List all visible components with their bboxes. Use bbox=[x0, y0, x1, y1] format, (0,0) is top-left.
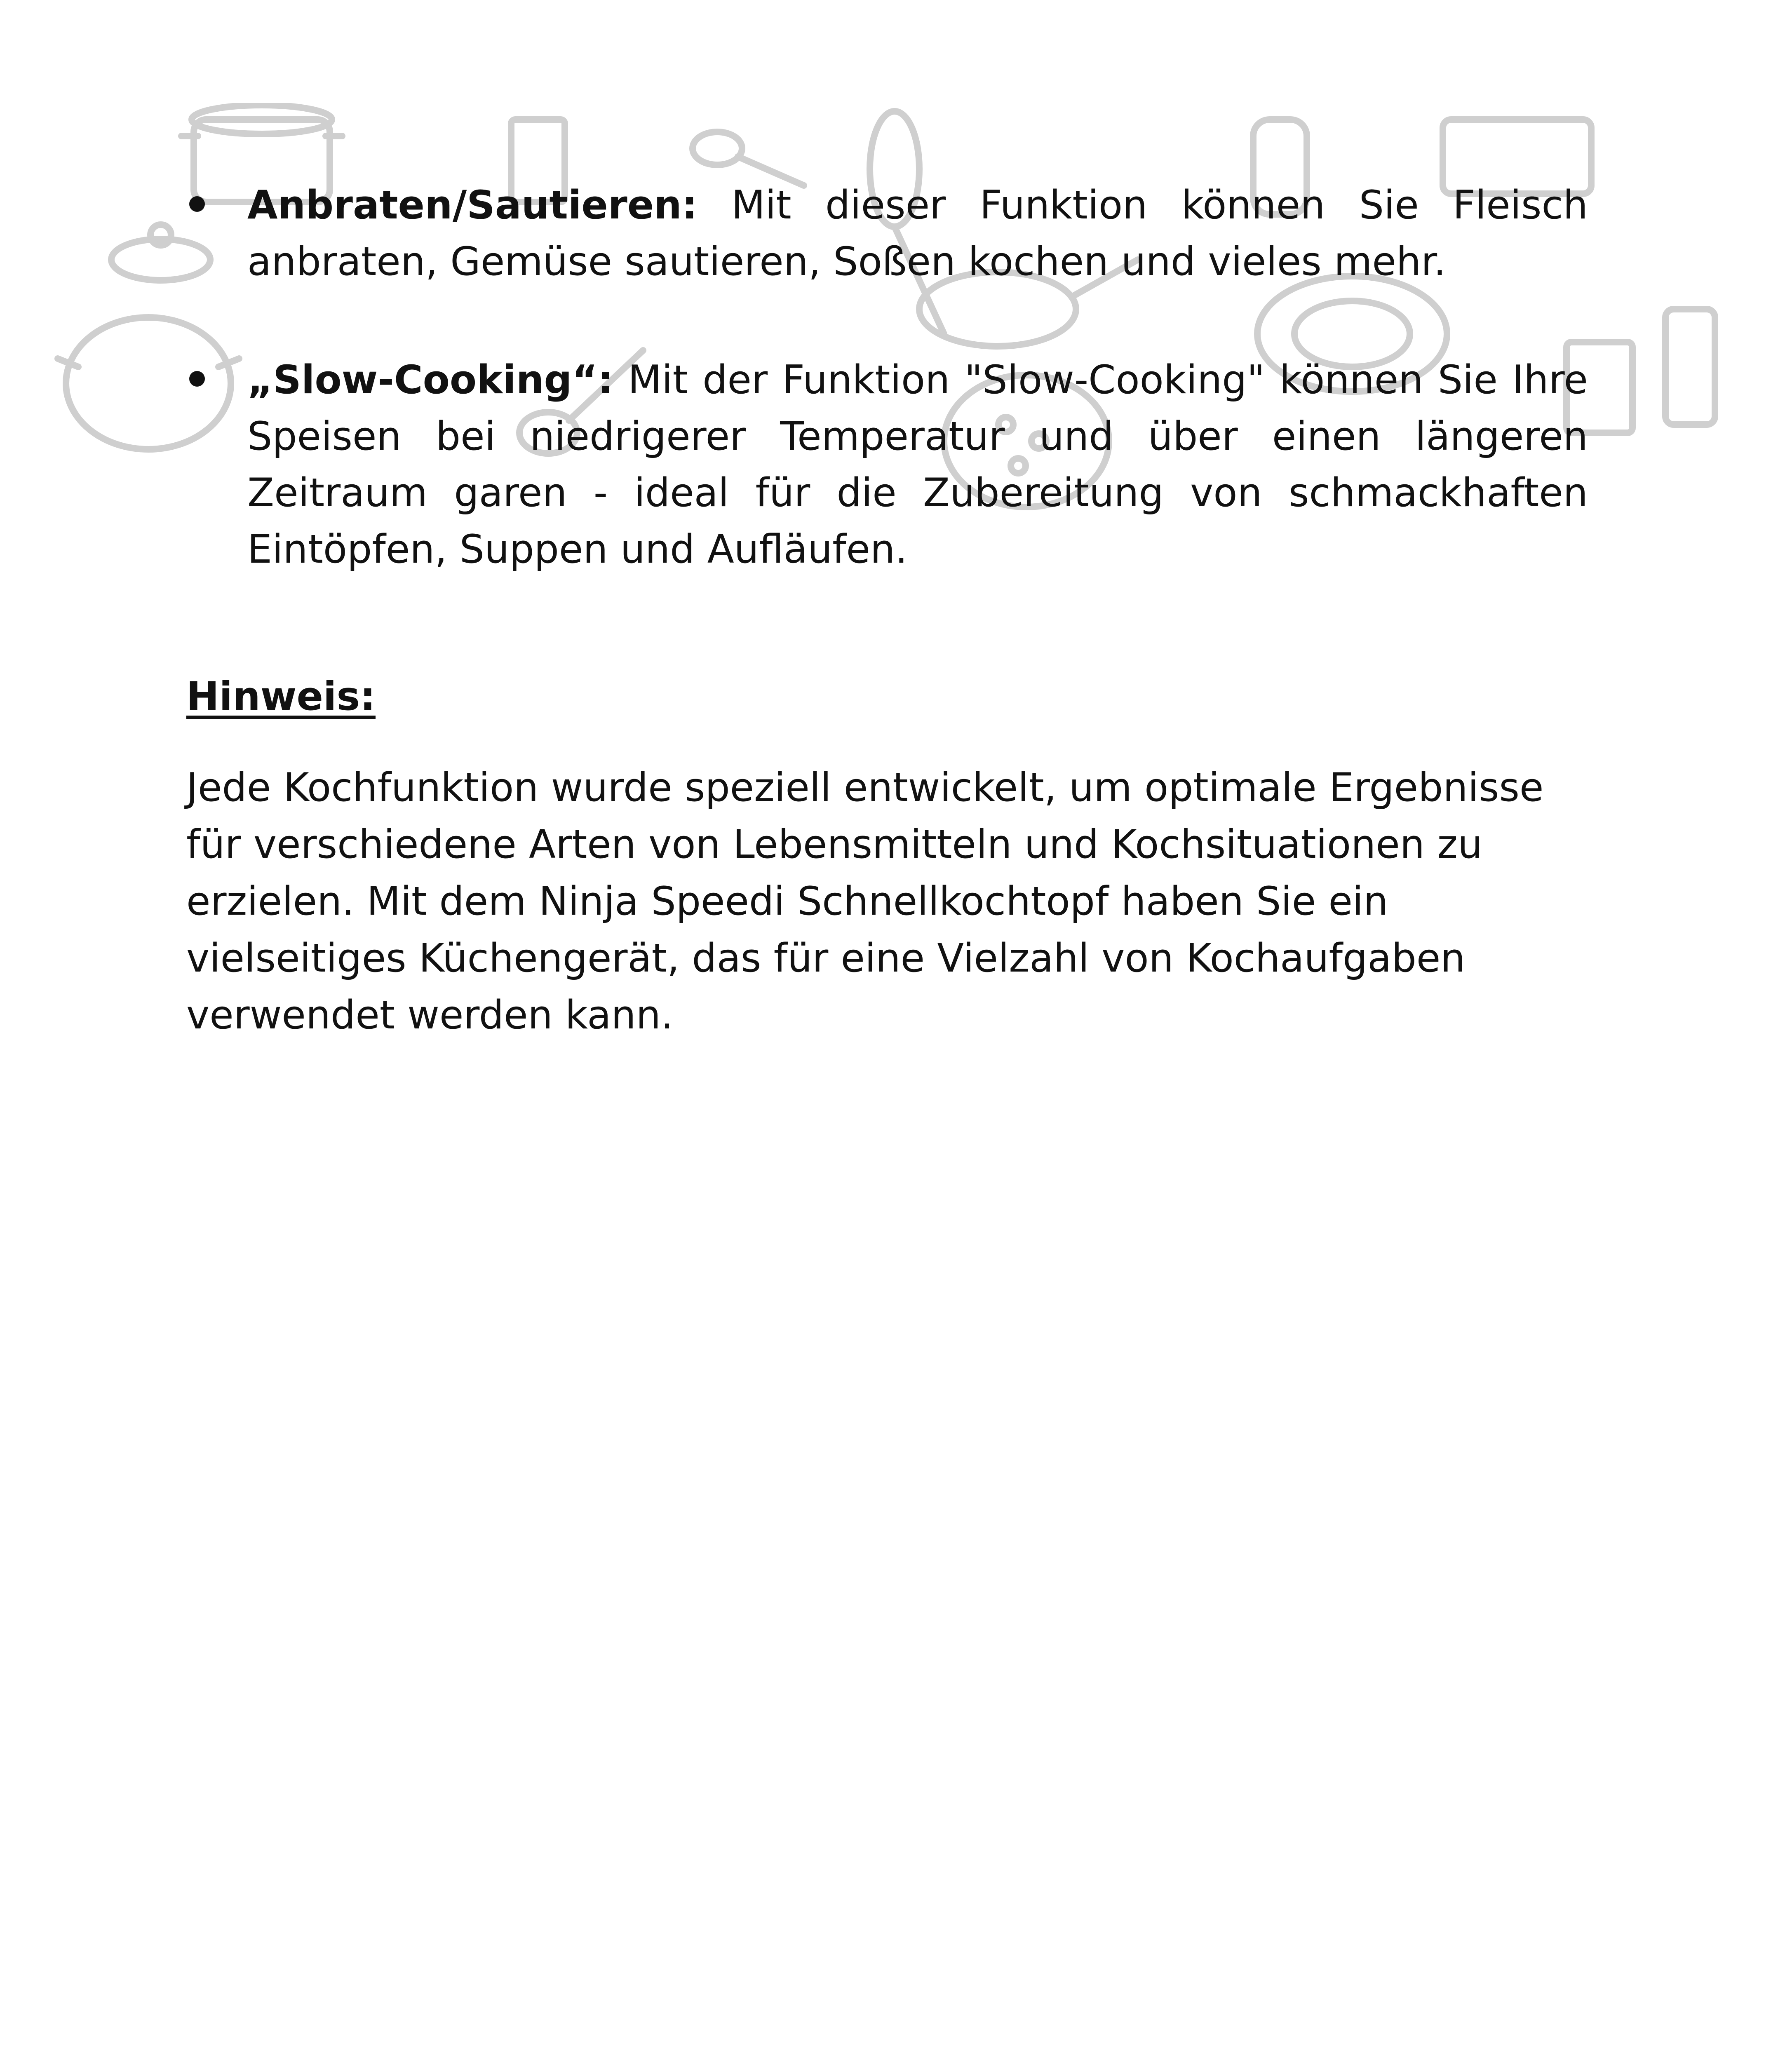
bullet-icon bbox=[189, 371, 205, 387]
bullet-icon bbox=[189, 196, 205, 212]
note-body: Jede Kochfunktion wurde speziell entwickelt, um optimale Ergebnisse für verschiedene Arten von Lebensmitteln und Kochsituationen zu erzielen. Mit dem Ninja Speedi Schnellkochtopf haben Sie ein vielseitiges Küchengerät, das für eine Vielzahl von Kochaufgaben verwendet werden kann. bbox=[186, 765, 1544, 1038]
page-content bbox=[186, 177, 1588, 1044]
list-item-text: Mit dieser Funktion können Sie Fleisch anbraten, Gemüse sautieren, Soßen kochen und vieles mehr. bbox=[247, 183, 1588, 284]
grater-icon bbox=[1665, 309, 1715, 425]
list-item bbox=[186, 352, 1588, 578]
list-item bbox=[186, 177, 1588, 290]
list-item-label: „Slow-Cooking“: bbox=[247, 357, 613, 403]
note-heading: Hinweis: bbox=[186, 674, 376, 719]
list-item-label: Anbraten/Sautieren: bbox=[247, 183, 698, 228]
list-item-text: Mit der Funktion "Slow-Cooking" können Sie Ihre Speisen bei niedrigerer Temperatur und über einen längeren Zeitraum garen - ideal für die Zubereitung von schmackhaften Eintöpfen, Suppen und Aufläufen. bbox=[247, 357, 1588, 572]
